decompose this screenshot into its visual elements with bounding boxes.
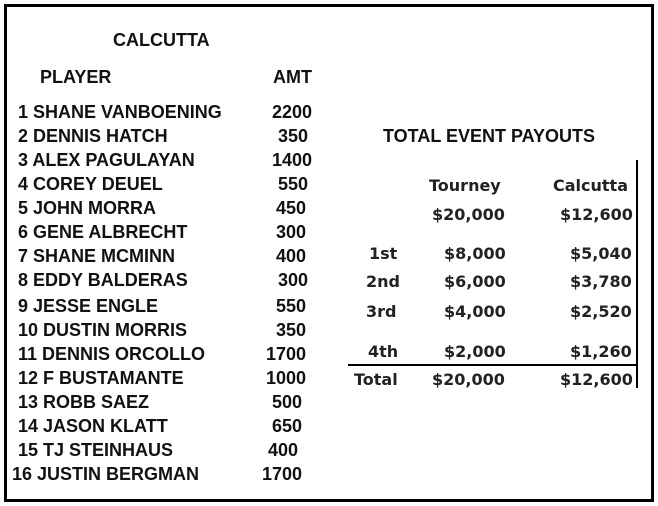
player-amount: 1400: [272, 150, 313, 170]
player-name: 16 JUSTIN BERGMAN: [12, 464, 200, 484]
player-amount: 550: [276, 296, 307, 316]
player-amount: 650: [272, 416, 303, 436]
player-name: 4 COREY DEUEL: [18, 174, 163, 194]
player-name: 10 DUSTIN MORRIS: [18, 320, 188, 340]
total-rule: [348, 364, 638, 366]
player-name: 14 JASON KLATT: [18, 416, 168, 436]
player-column-header: PLAYER: [40, 67, 112, 87]
place-label: 2nd: [366, 272, 400, 291]
player-name: 15 TJ STEINHAUS: [18, 440, 174, 460]
place-calcutta: $5,040: [570, 244, 632, 263]
pool-calcutta: $12,600: [560, 205, 633, 224]
player-amount: 300: [278, 270, 309, 290]
place-label: 4th: [368, 342, 399, 361]
player-name: 11 DENNIS ORCOLLO: [18, 344, 206, 364]
player-amount: 300: [276, 222, 307, 242]
amt-column-header: AMT: [273, 67, 312, 87]
place-label: 3rd: [366, 302, 397, 321]
total-calcutta: $12,600: [560, 370, 633, 389]
place-tourney: $8,000: [444, 244, 506, 263]
place-calcutta: $2,520: [570, 302, 632, 321]
place-tourney: $2,000: [444, 342, 506, 361]
player-amount: 450: [276, 198, 307, 218]
player-name: 3 ALEX PAGULAYAN: [18, 150, 195, 170]
player-amount: 1700: [262, 464, 303, 484]
player-name: 8 EDDY BALDERAS: [18, 270, 188, 290]
payouts-title: TOTAL EVENT PAYOUTS: [383, 126, 596, 146]
place-calcutta: $3,780: [570, 272, 632, 291]
player-name: 12 F BUSTAMANTE: [18, 368, 184, 388]
player-name: 6 GENE ALBRECHT: [18, 222, 188, 242]
player-amount: 500: [272, 392, 303, 412]
player-name: 7 SHANE MCMINN: [18, 246, 176, 266]
player-name: 13 ROBB SAEZ: [18, 392, 150, 412]
player-amount: 350: [276, 320, 307, 340]
player-name: 2 DENNIS HATCH: [18, 126, 168, 146]
place-tourney: $4,000: [444, 302, 506, 321]
player-amount: 1000: [266, 368, 307, 388]
total-label: Total: [354, 370, 398, 389]
table-right-rule: [636, 160, 638, 388]
calcutta-title: CALCUTTA: [113, 30, 210, 50]
player-amount: 350: [278, 126, 309, 146]
place-tourney: $6,000: [444, 272, 506, 291]
place-calcutta: $1,260: [570, 342, 632, 361]
total-tourney: $20,000: [432, 370, 505, 389]
player-amount: 550: [278, 174, 309, 194]
player-name: 5 JOHN MORRA: [18, 198, 157, 218]
player-amount: 1700: [266, 344, 307, 364]
place-label: 1st: [369, 244, 398, 263]
player-amount: 400: [268, 440, 299, 460]
tourney-column-header: Tourney: [429, 176, 501, 195]
player-name: 9 JESSE ENGLE: [18, 296, 159, 316]
player-amount: 400: [276, 246, 307, 266]
player-amount: 2200: [272, 102, 313, 122]
pool-tourney: $20,000: [432, 205, 505, 224]
calcutta-column-header: Calcutta: [553, 176, 628, 195]
player-name: 1 SHANE VANBOENING: [18, 102, 222, 122]
